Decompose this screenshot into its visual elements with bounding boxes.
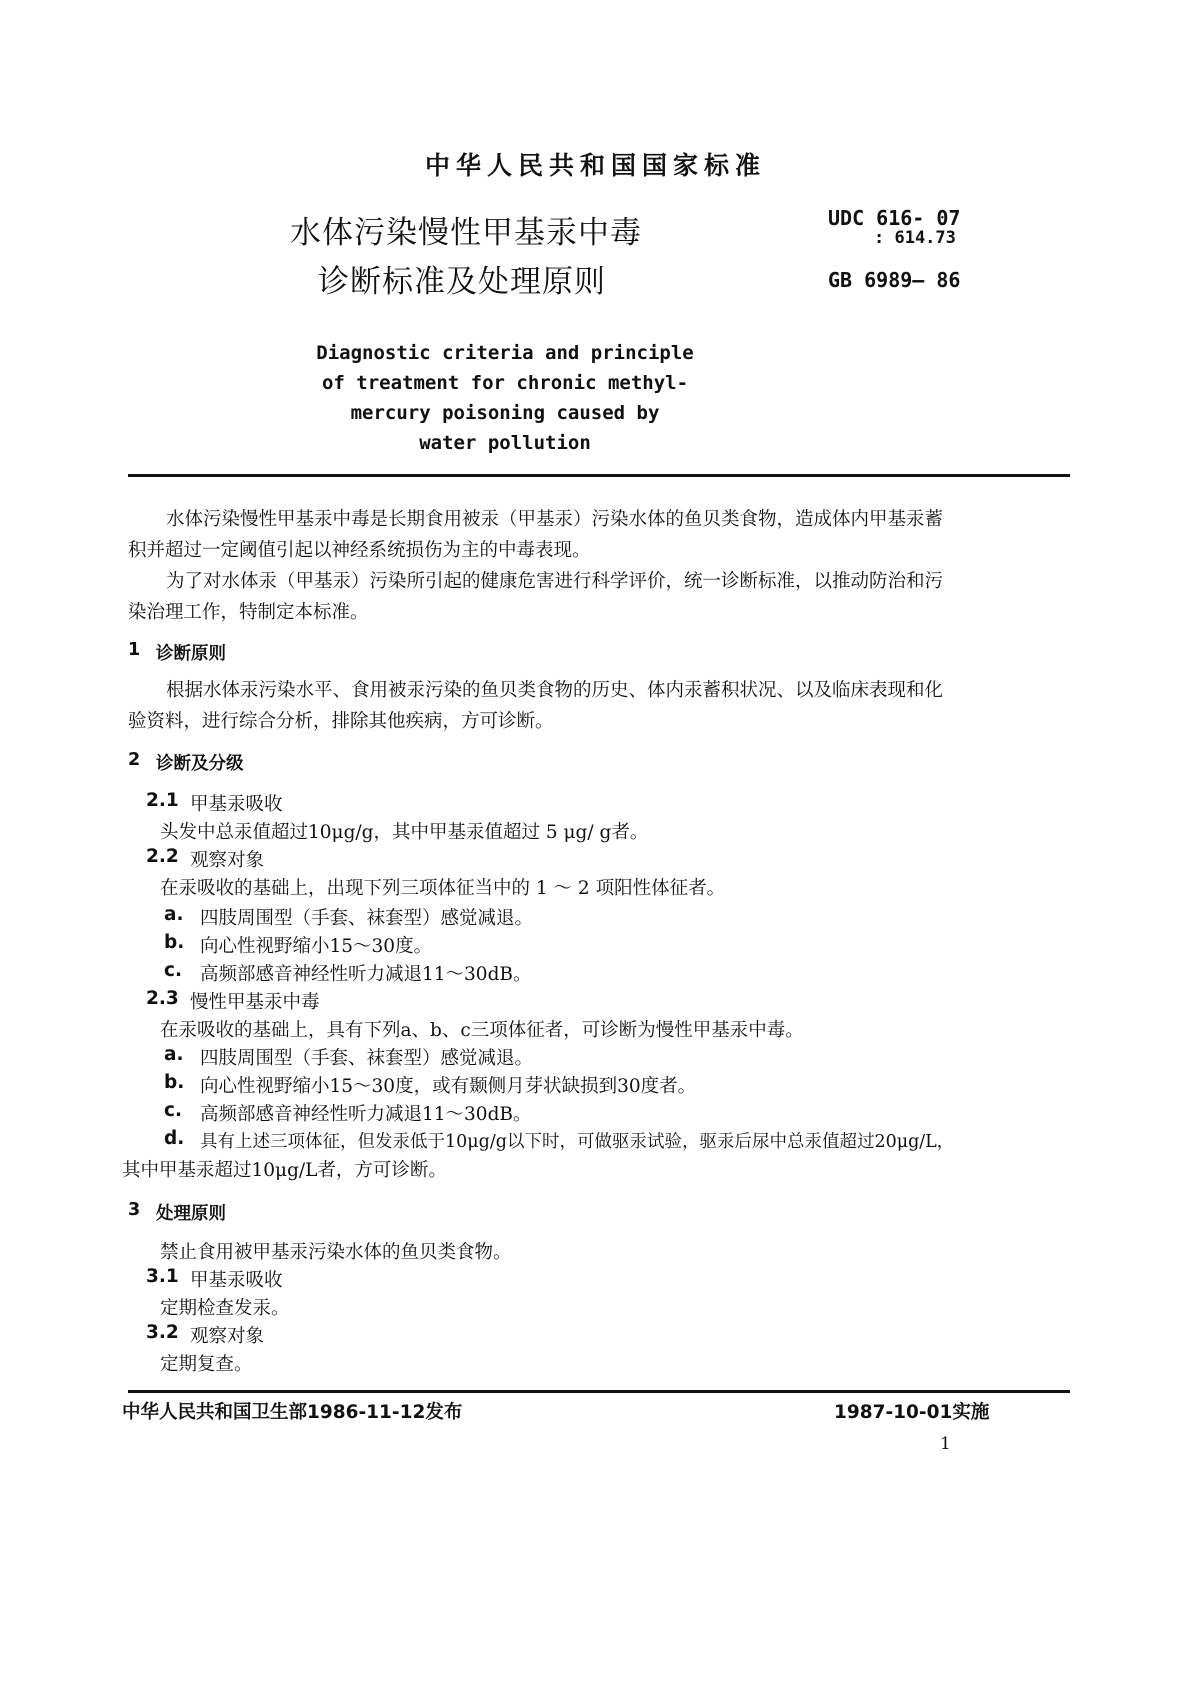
bottom-divider bbox=[128, 1390, 1070, 1393]
list-item: 四肢周围型（手套、袜套型）感觉减退。 bbox=[200, 908, 534, 929]
section-2-1-title: 甲基汞吸收 bbox=[190, 794, 283, 815]
intro-p2-line1: 为了对水体汞（甲基汞）污染所引起的健康危害进行科学评价，统一诊断标准，以推动防治和污 bbox=[166, 571, 944, 592]
udc-code-line1: UDC 616- 07 bbox=[828, 206, 961, 230]
list-label: a. bbox=[164, 904, 184, 925]
list-label: b. bbox=[164, 1072, 185, 1093]
list-label: c. bbox=[164, 1100, 182, 1121]
section-3-1-num: 3.1 bbox=[146, 1266, 179, 1287]
list-item: 高频部感音神经性听力减退11～30dB。 bbox=[200, 964, 532, 985]
standard-header: 中华人民共和国国家标准 bbox=[424, 151, 766, 180]
title-en-line: Diagnostic criteria and principle bbox=[316, 342, 694, 364]
section-3-title: 处理原则 bbox=[156, 1204, 226, 1224]
list-label: d. bbox=[164, 1128, 185, 1149]
section-3-1-body: 定期检查发汞。 bbox=[160, 1298, 290, 1319]
issued-date: 中华人民共和国卫生部1986-11-12发布 bbox=[122, 1402, 463, 1423]
section-2-2-body: 在汞吸收的基础上，出现下列三项体征当中的 1 ～ 2 项阳性体征者。 bbox=[160, 878, 726, 899]
section-3-num: 3 bbox=[128, 1200, 141, 1220]
section-2-3-body: 在汞吸收的基础上，具有下列a、b、c三项体征者，可诊断为慢性甲基汞中毒。 bbox=[160, 1020, 804, 1041]
section-2-num: 2 bbox=[128, 750, 141, 770]
section-2-3-title: 慢性甲基汞中毒 bbox=[190, 992, 320, 1013]
section-3-body: 禁止食用被甲基汞污染水体的鱼贝类食物。 bbox=[160, 1242, 512, 1263]
section-2-1-num: 2.1 bbox=[146, 790, 179, 811]
udc-code-line2: : 614.73 bbox=[874, 228, 956, 248]
intro-p1-line2: 积并超过一定阈值引起以神经系统损伤为主的中毒表现。 bbox=[128, 540, 591, 561]
title-en-line: of treatment for chronic methyl- bbox=[321, 372, 689, 394]
section-2-3-continuation: 其中甲基汞超过10μg/L者，方可诊断。 bbox=[122, 1160, 447, 1181]
title-en-line: mercury poisoning caused by bbox=[350, 402, 660, 424]
list-item: 向心性视野缩小15～30度，或有颞侧月芽状缺损到30度者。 bbox=[200, 1076, 697, 1097]
page-number: 1 bbox=[940, 1434, 951, 1454]
section-3-2-num: 3.2 bbox=[146, 1322, 179, 1343]
section-1-title: 诊断原则 bbox=[156, 644, 226, 664]
list-item: 高频部感音神经性听力减退11～30dB。 bbox=[200, 1104, 532, 1125]
list-item: 向心性视野缩小15～30度。 bbox=[200, 936, 433, 957]
section-3-2-title: 观察对象 bbox=[190, 1326, 265, 1347]
title-cn-line1: 水体污染慢性甲基汞中毒 bbox=[290, 215, 642, 251]
section-2-2-title: 观察对象 bbox=[190, 850, 265, 871]
section-2-title: 诊断及分级 bbox=[156, 754, 244, 774]
list-label: a. bbox=[164, 1044, 184, 1065]
section-2-1-body: 头发中总汞值超过10μg/g，其中甲基汞值超过 5 μg/ g者。 bbox=[160, 822, 649, 843]
section-1-body-line1: 根据水体汞污染水平、食用被汞污染的鱼贝类食物的历史、体内汞蓄积状况、以及临床表现和化 bbox=[166, 680, 944, 701]
title-en-line: water pollution bbox=[419, 432, 591, 454]
intro-p1-line1: 水体污染慢性甲基汞中毒是长期食用被汞（甲基汞）污染水体的鱼贝类食物，造成体内甲基汞蓄 bbox=[166, 509, 944, 530]
section-3-2-body: 定期复查。 bbox=[160, 1354, 253, 1375]
list-item: 四肢周围型（手套、袜套型）感觉减退。 bbox=[200, 1048, 534, 1069]
title-cn-line2: 诊断标准及处理原则 bbox=[318, 264, 606, 300]
effective-date: 1987-10-01实施 bbox=[834, 1402, 990, 1423]
list-label: c. bbox=[164, 960, 182, 981]
title-en bbox=[250, 338, 760, 458]
section-1-body-line2: 验资料，进行综合分析，排除其他疾病，方可诊断。 bbox=[128, 711, 554, 732]
gb-code: GB 6989— 86 bbox=[828, 268, 961, 292]
list-item: 具有上述三项体征，但发汞低于10μg/g以下时，可做驱汞试验，驱汞后尿中总汞值超过20μg/L， bbox=[200, 1132, 955, 1152]
section-2-3-num: 2.3 bbox=[146, 988, 179, 1009]
top-divider bbox=[128, 474, 1070, 477]
list-label: b. bbox=[164, 932, 185, 953]
section-3-1-title: 甲基汞吸收 bbox=[190, 1270, 283, 1291]
section-1-num: 1 bbox=[128, 640, 141, 660]
intro-p2-line2: 染治理工作，特制定本标准。 bbox=[128, 602, 369, 623]
section-2-2-num: 2.2 bbox=[146, 846, 179, 867]
